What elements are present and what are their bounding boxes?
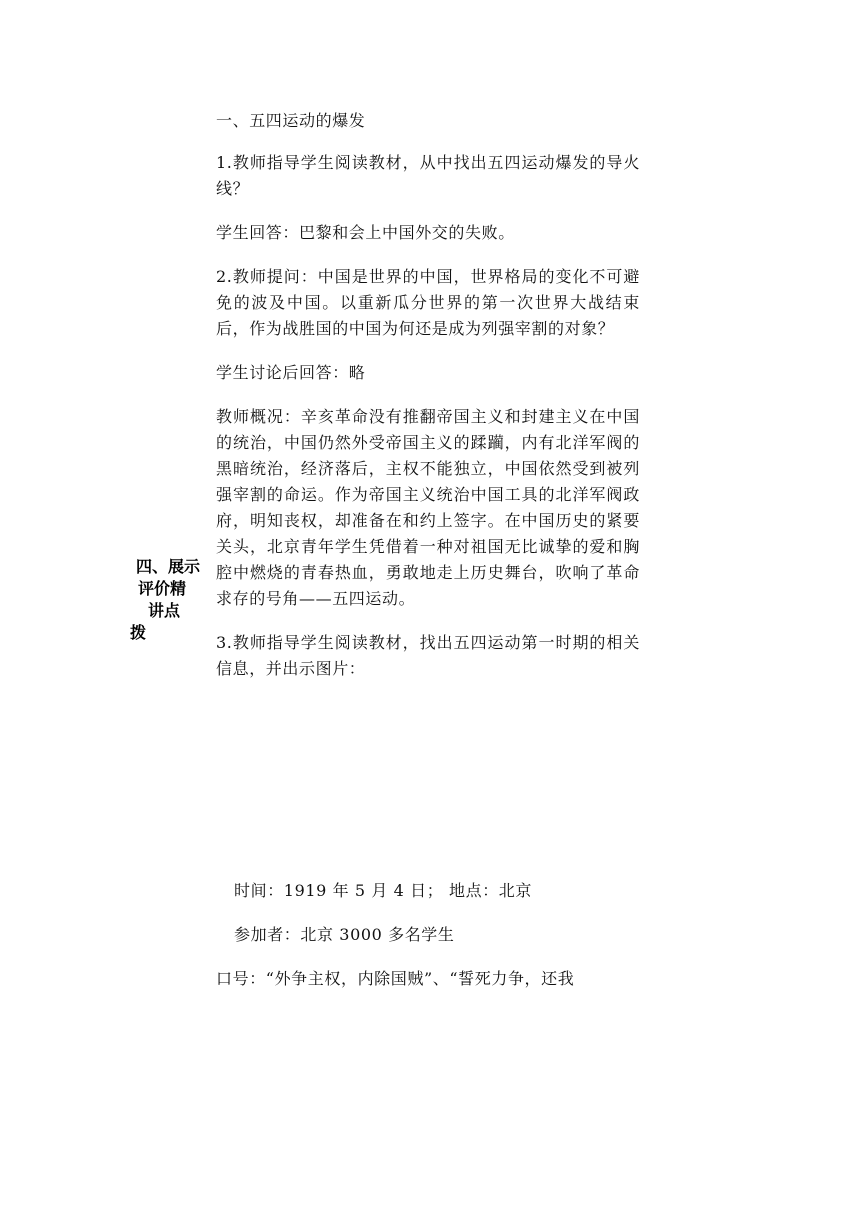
question-2: 2.教师提问：中国是世界的中国，世界格局的变化不可避免的波及中国。以重新瓜分世界的第一次世界大战结束后，作为战胜国的中国为何还是成为列强宰割的对象？ — [216, 267, 640, 338]
section-label — [128, 556, 200, 644]
lesson-content — [216, 108, 640, 1010]
section-label-line: 拨 — [130, 623, 147, 642]
section-label-line: 讲点 — [148, 601, 181, 620]
answer-2: 学生讨论后回答：略 — [216, 363, 366, 382]
time-place: 时间：1919 年 5 月 4 日； 地点：北京 — [234, 881, 532, 900]
section-label-line: 四、展示 — [136, 557, 201, 576]
section-label-line: 评价精 — [138, 579, 187, 598]
question-3: 3.教师指导学生阅读教材，找出五四运动第一时期的相关信息，并出示图片： — [216, 633, 640, 678]
section-heading: 一、五四运动的爆发 — [216, 111, 366, 130]
participants: 参加者：北京 3000 多名学生 — [234, 925, 455, 944]
teacher-summary: 教师概况：辛亥革命没有推翻帝国主义和封建主义在中国的统治，中国仍然外受帝国主义的蹂躏，内有北洋军阀的黑暗统治，经济落后，主权不能独立，中国依然受到被列强宰割的命运。作为帝国主义统治中国工具的北洋军阀政府，明知丧权，却准备在和约上签字。在中国历史的紧要关头，北京青年学生凭借着一种对祖国无比诚挚的爱和胸腔中燃烧的青春热血，勇敢地走上历史舞台，吹响了革命求存的号角——五四运动。 — [216, 407, 640, 608]
image-area — [216, 700, 640, 878]
question-1: 1.教师指导学生阅读教材，从中找出五四运动爆发的导火线？ — [216, 153, 640, 198]
answer-1: 学生回答：巴黎和会上中国外交的失败。 — [216, 223, 515, 242]
slogan: 口号：“外争主权，内除国贼”、“誓死力争，还我 — [216, 969, 575, 988]
